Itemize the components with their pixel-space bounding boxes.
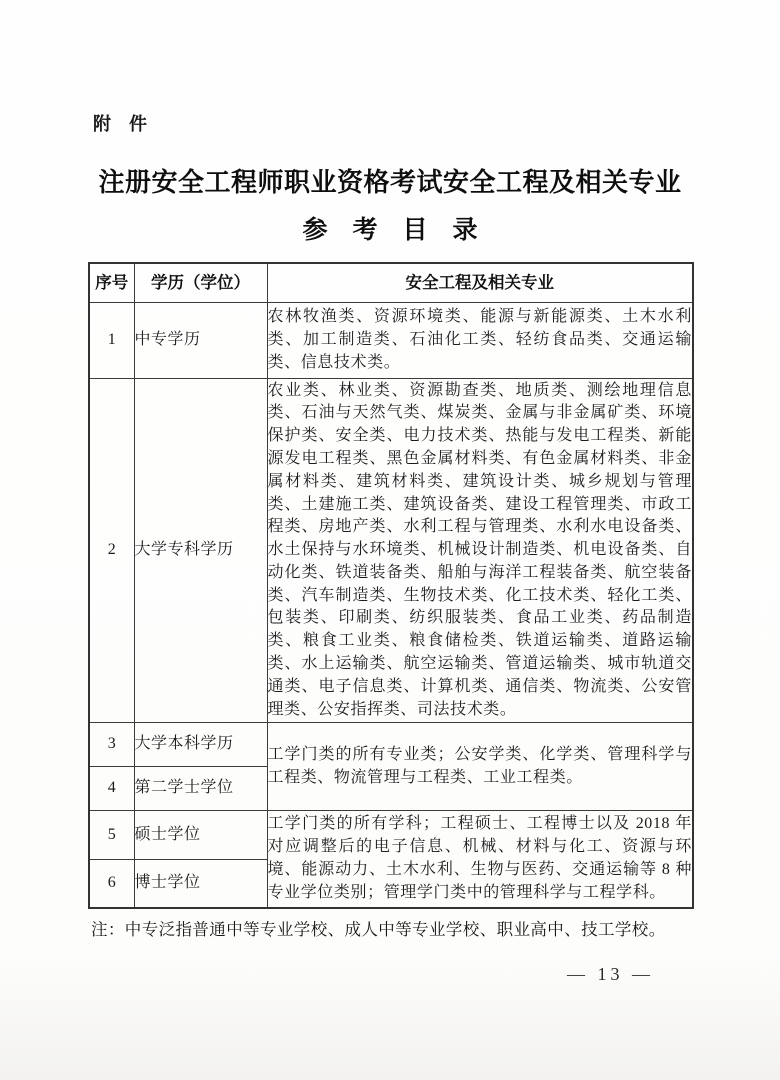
degree-cell: 大学本科学历	[134, 723, 267, 767]
row-number: 6	[89, 860, 134, 908]
row-number: 5	[89, 811, 134, 860]
degree-cell: 博士学位	[134, 860, 267, 908]
table-row	[89, 303, 693, 379]
row-number: 4	[89, 767, 134, 811]
page-subtitle: 参 考 目 录	[302, 216, 478, 244]
degree-cell: 大学专科学历	[134, 379, 267, 723]
attachment-label: 附 件	[93, 114, 147, 134]
majors-cell: 农林牧渔类、资源环境类、能源与新能源类、土木水利类、加工制造类、石油化工类、轻纺食品类、交通运输类、信息技术类。	[267, 303, 693, 379]
degree-cell: 中专学历	[134, 303, 267, 379]
majors-cell-merged: 工学门类的所有专业类；公安学类、化学类、管理科学与工程类、物流管理与工程类、工业工程类。	[267, 723, 693, 811]
header-no: 序号	[89, 263, 134, 303]
row-number: 3	[89, 723, 134, 767]
page-number: — 13 —	[567, 964, 654, 984]
header-degree: 学历（学位）	[134, 263, 267, 303]
table-row	[89, 379, 693, 723]
row-number: 1	[89, 303, 134, 379]
table-header-row	[89, 263, 693, 303]
majors-catalog-table	[88, 262, 694, 909]
degree-cell: 第二学士学位	[134, 767, 267, 811]
table-row	[89, 723, 693, 767]
majors-cell: 农业类、林业类、资源勘查类、地质类、测绘地理信息类、石油与天然气类、煤炭类、金属与非金属矿类、环境保护类、安全类、电力技术类、热能与发电工程类、新能源发电工程类、黑色金属材料类、有色金属材料类、非金属材料类、建筑材料类、建筑设计类、城乡规划与管理类、土建施工类、建筑设备类、建设工程管理类、市政工程类、房地产类、水利工程与管理类、水利水电设备类、水土保持与水环境类、机械设计制造类、机电设备类、自动化类、铁道装备类、船舶与海洋工程装备类、航空装备类、汽车制造类、生物技术类、化工技术类、轻化工类、包装类、印刷类、纺织服装类、食品工业类、药品制造类、粮食工业类、粮食储检类、铁道运输类、道路运输类、水上运输类、航空运输类、管道运输类、城市轨道交通类、电子信息类、计算机类、通信类、物流类、公安管理类、公安指挥类、司法技术类。	[267, 379, 693, 723]
row-number: 2	[89, 379, 134, 723]
majors-cell-merged: 工学门类的所有学科；工程硕士、工程博士以及 2018 年对应调整后的电子信息、机械、材料与化工、资源与环境、能源动力、土木水利、生物与医药、交通运输等 8 种专业学位类别；管理学门类中的管理科学与工程学科。	[267, 811, 693, 908]
footnote: 注：中专泛指普通中等专业学校、成人中等专业学校、职业高中、技工学校。	[91, 921, 666, 939]
header-majors: 安全工程及相关专业	[267, 263, 693, 303]
page-title: 注册安全工程师职业资格考试安全工程及相关专业	[98, 167, 682, 197]
degree-cell: 硕士学位	[134, 811, 267, 860]
table-row	[89, 811, 693, 860]
